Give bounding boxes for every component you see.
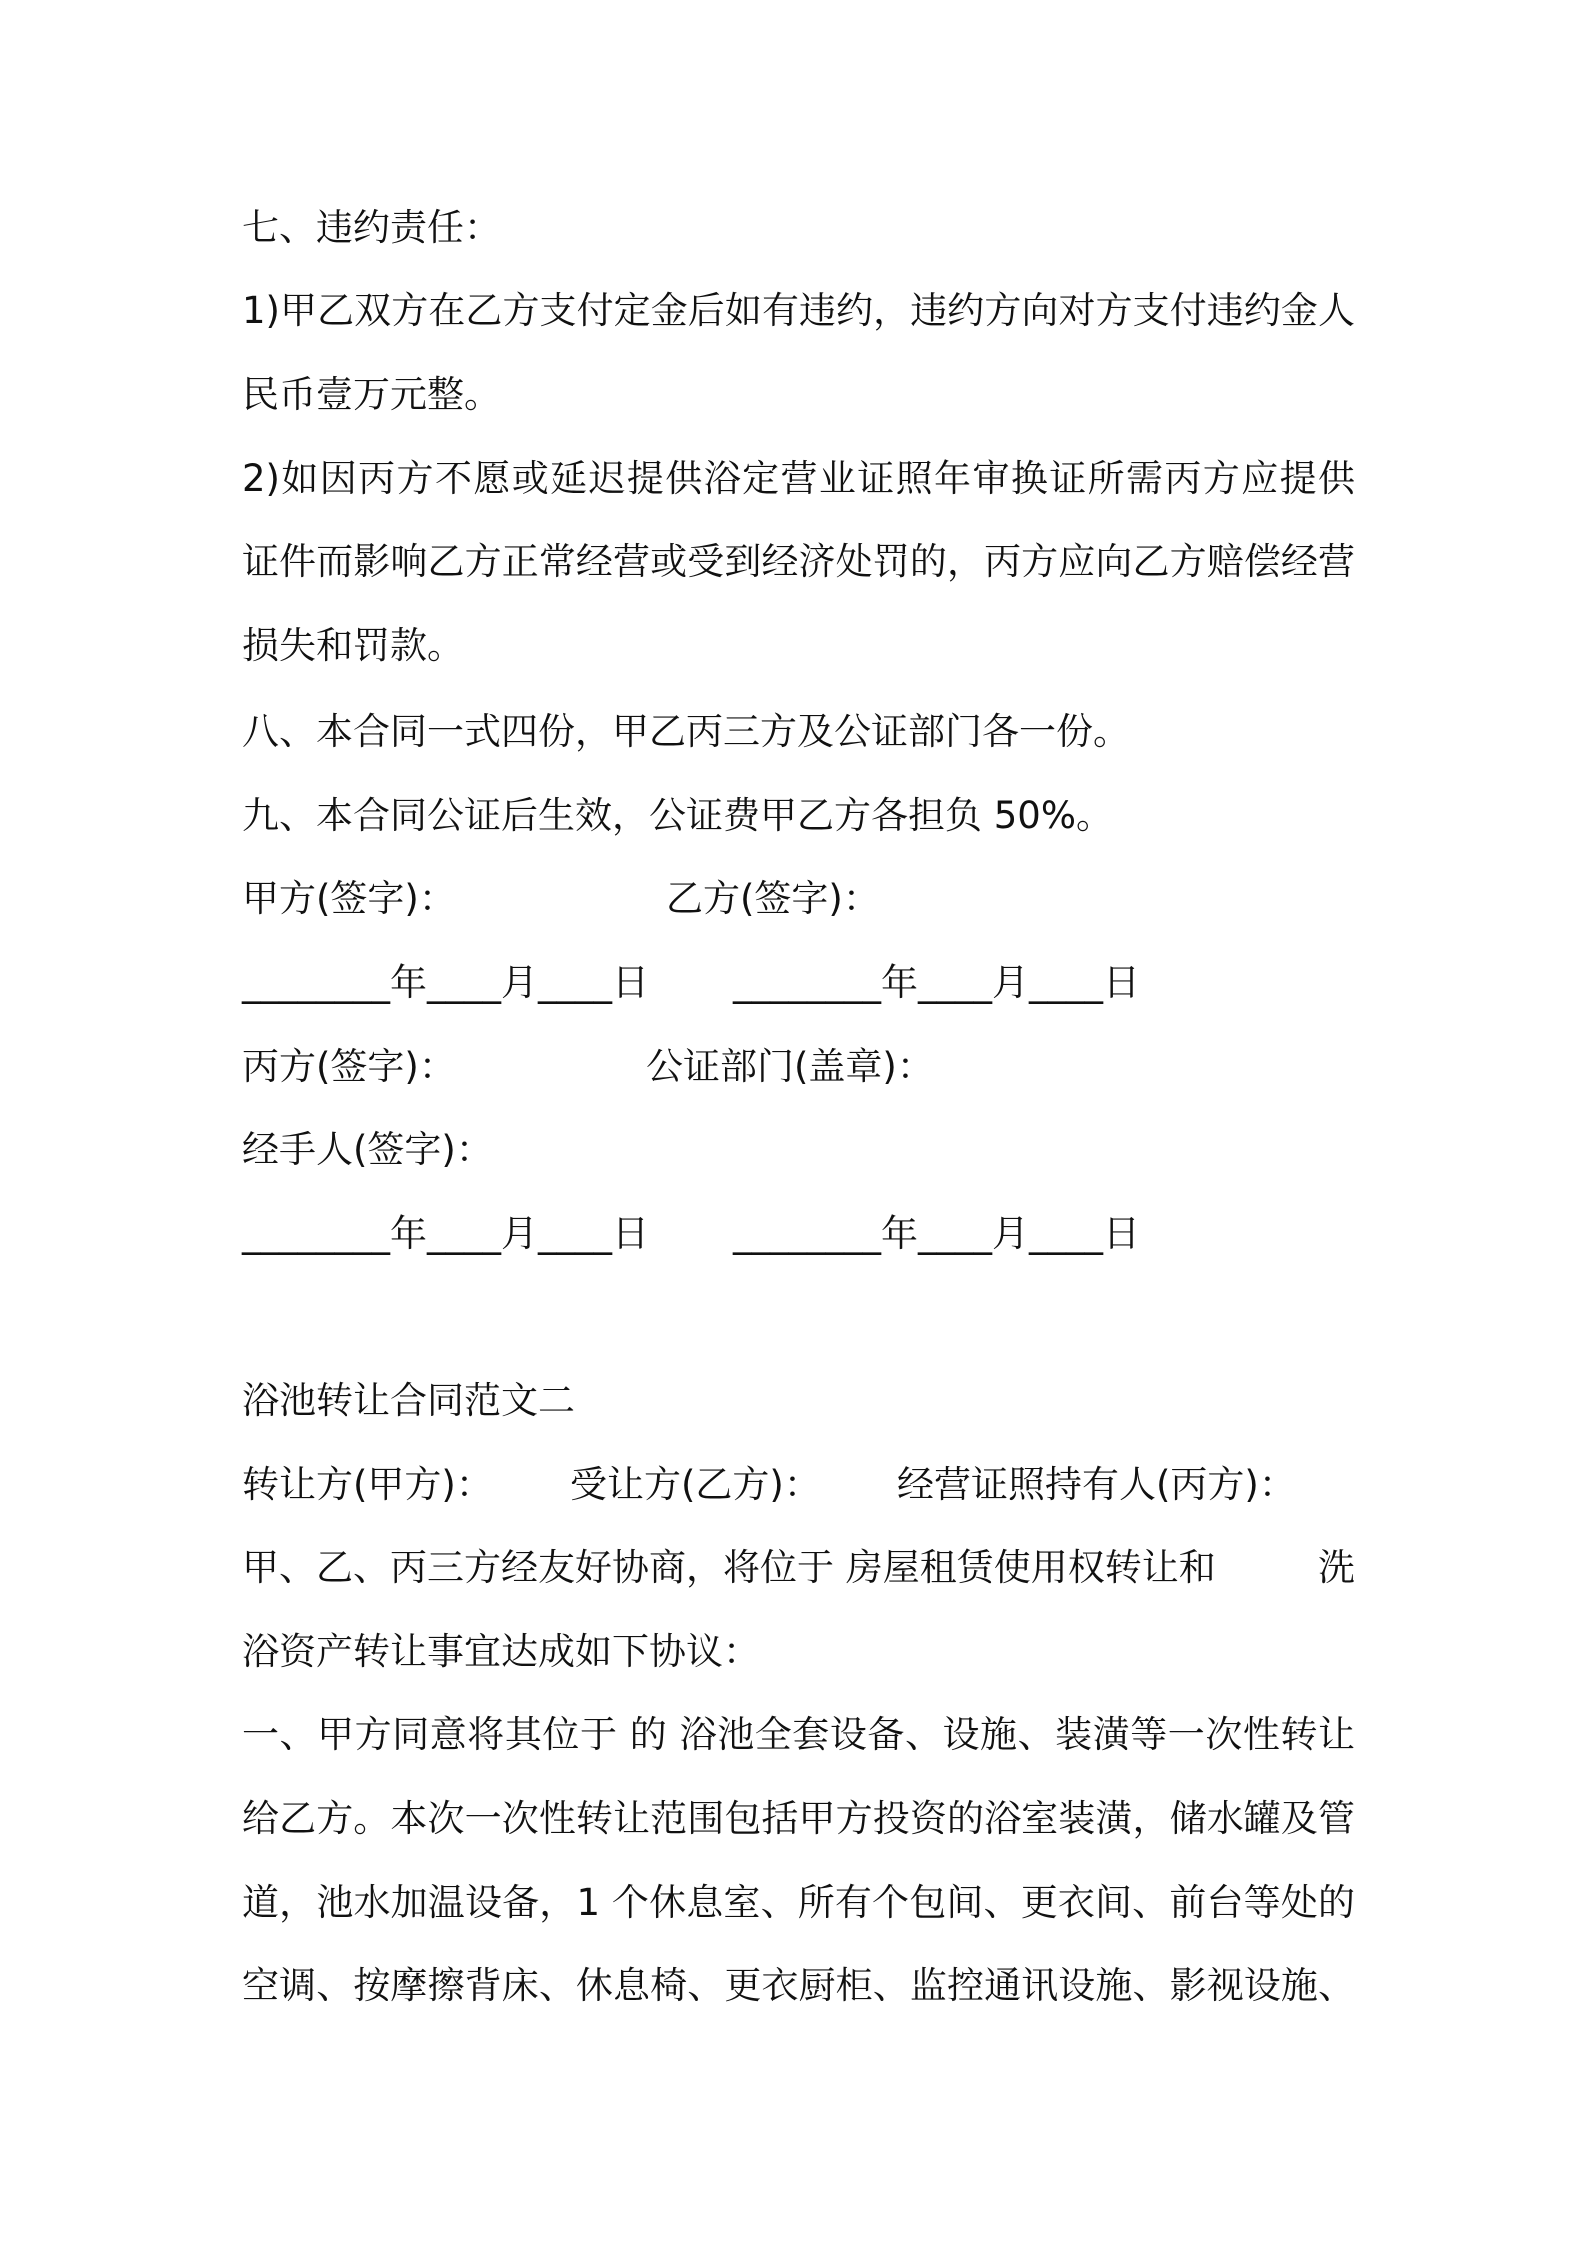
sample2-title: 浴池转让合同范文二 — [242, 1379, 575, 1422]
handler-signature-label: 经手人(签字)： — [242, 1128, 493, 1171]
signature-row-ab — [242, 857, 1355, 941]
breach-clause1-line1: 1)甲乙双方在乙方支付定金后如有违约，违约方向对方支付违约金人 — [242, 289, 1355, 332]
breach-clause2-line1: 2)如因丙方不愿或延迟提供浴定营业证照年审换证所需丙方应提供 — [242, 457, 1355, 500]
parties-row — [242, 1443, 1355, 1527]
breach-clause1-line2: 民币壹万元整。 — [242, 373, 501, 416]
party-b-signature-label: 乙方(签字)： — [666, 877, 880, 920]
party-c-signature-label: 丙方(签字)： — [242, 1045, 456, 1088]
sample2-clause1-line4: 空调、按摩擦背床、休息椅、更衣厨柜、监控通讯设施、影视设施、 — [242, 1964, 1355, 2007]
sample2-clause1-line3: 道，池水加温设备，1 个休息室、所有个包间、更衣间、前台等处的 — [242, 1881, 1355, 1924]
notary-seal-label: 公证部门(盖章)： — [646, 1045, 934, 1088]
preamble-line1-end: 洗 — [1318, 1546, 1355, 1589]
date-row-2 — [242, 1192, 1355, 1276]
date-blank-right: ________年____月____日 — [733, 1212, 1140, 1255]
sample2-clause1-line1: 一、甲方同意将其位于 的 浴池全套设备、设施、装潢等一次性转让 — [242, 1713, 1355, 1756]
date-blank-right: ________年____月____日 — [733, 961, 1140, 1004]
preamble-line1 — [242, 1526, 1355, 1610]
preamble-line2: 浴资产转让事宜达成如下协议： — [242, 1630, 760, 1673]
sample2-clause1-line2: 给乙方。本次一次性转让范围包括甲方投资的浴室装潢，储水罐及管 — [242, 1797, 1355, 1840]
clause-9: 九、本合同公证后生效，公证费甲乙方各担负 50%。 — [242, 794, 1113, 837]
date-row-1 — [242, 941, 1355, 1025]
breach-clause2-line2: 证件而影响乙方正常经营或受到经济处罚的，丙方应向乙方赔偿经营 — [242, 540, 1355, 583]
signature-row-c-notary — [242, 1025, 1355, 1109]
license-holder-label: 经营证照持有人(丙方)： — [897, 1463, 1296, 1506]
transferee-label: 受让方(乙方)： — [570, 1463, 821, 1506]
breach-clause2-line3: 损失和罚款。 — [242, 624, 464, 667]
date-blank-left: ________年____月____日 — [242, 961, 649, 1004]
party-a-signature-label: 甲方(签字)： — [242, 877, 456, 920]
breach-heading: 七、违约责任： — [242, 206, 501, 249]
transferor-label: 转让方(甲方)： — [242, 1463, 493, 1506]
date-blank-left: ________年____月____日 — [242, 1212, 649, 1255]
clause-8: 八、本合同一式四份，甲乙丙三方及公证部门各一份。 — [242, 710, 1130, 753]
preamble-line1-main: 甲、乙、丙三方经友好协商，将位于 房屋租赁使用权转让和 — [242, 1546, 1216, 1589]
